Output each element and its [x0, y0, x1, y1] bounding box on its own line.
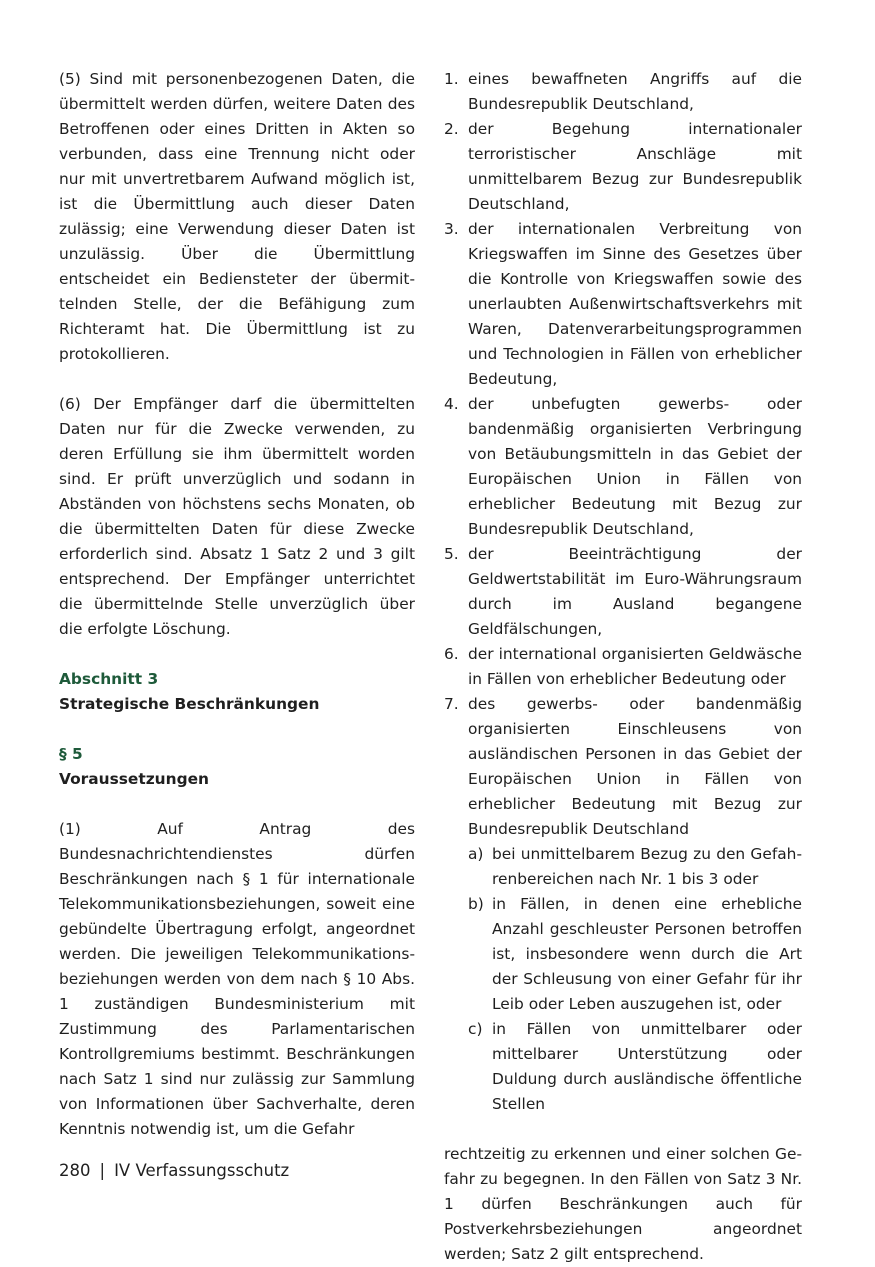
page-footer	[59, 1159, 289, 1183]
sub-list-letter: a)	[468, 845, 484, 863]
list-text: der Begehung internationaler terroristischer Anschläge mit unmittelbarem Bezug zur Bundesrepublik Deutschland,	[468, 120, 802, 213]
sub-list-text: bei unmittelbarem Bezug zu den Gefahrenbereichen nach Nr. 1 bis 3 oder	[492, 845, 802, 888]
sub-list-item	[468, 842, 802, 892]
list-item	[444, 392, 802, 542]
sub-list-item	[468, 892, 802, 1017]
list-item	[444, 67, 802, 117]
sub-list-item	[468, 1017, 802, 1117]
list-item	[444, 217, 802, 392]
left-column	[59, 67, 415, 1142]
paragraph-1: (1) Auf Antrag des Bundesnachrichtendienstes dürfen Beschränkungen nach § 1 für internationale Telekommunikationsbeziehungen, soweit eine gebündelte Übertragung erfolgt, angeordnet werden. Die jeweiligen Telekommunikationsbeziehungen werden von dem nach § 10 Abs. 1 zuständigen Bundesministerium mit Zustimmung des Parlamentarischen Kontrollgremiums bestimmt. Beschränkungen nach Satz 1 sind nur zulässig zur Sammlung von Informationen über Sachverhalte, deren Kenntnis notwendig ist, um die Gefahr	[59, 820, 415, 1138]
list-item	[444, 642, 802, 692]
list-number: 2.	[444, 120, 459, 138]
chapter-title: IV Verfassungsschutz	[114, 1161, 290, 1180]
sub-list-letter: c)	[468, 1020, 483, 1038]
list-text: der Beeinträchtigung der Geldwertstabilität im Euro-Währungsraum durch im Ausland begangene Geldfälschungen,	[468, 545, 802, 638]
list-item	[444, 692, 802, 1117]
list-text: eines bewaffneten Angriffs auf die Bundesrepublik Deutschland,	[468, 70, 802, 113]
section-title: Strategische Beschränkungen	[59, 695, 320, 713]
page-number: 280	[59, 1161, 91, 1180]
paragraph-title: Voraussetzungen	[59, 770, 209, 788]
numbered-list	[444, 67, 802, 1117]
sub-list-text: in Fällen von unmittelbarer oder mittelbarer Unterstützung oder Duldung durch ausländische öffentliche Stellen	[492, 1020, 802, 1113]
list-number: 5.	[444, 545, 459, 563]
list-text: des gewerbs- oder bandenmäßig organisierten Einschleusens von ausländischen Personen in das Gebiet der Europäischen Union in Fällen von erheblicher Bedeutung mit Bezug zur Bundesrepublik Deutschland	[468, 695, 802, 838]
sub-list	[468, 842, 802, 1117]
list-text: der international organisierten Geldwäsche in Fällen von erheblicher Bedeutung oder	[468, 645, 802, 688]
list-number: 3.	[444, 220, 459, 238]
list-item	[444, 542, 802, 642]
sub-list-letter: b)	[468, 895, 484, 913]
list-number: 1.	[444, 70, 459, 88]
list-number: 4.	[444, 395, 459, 413]
closing-paragraph: rechtzeitig zu erkennen und einer solchen Gefahr zu begegnen. In den Fällen von Satz 3 Nr. 1 dürfen Beschränkungen auch für Postverkehrsbeziehungen angeordnet werden; Satz 2 gilt entsprechend.	[444, 1145, 802, 1263]
paragraph-5: (5) Sind mit personenbezogenen Daten, die übermittelt werden dürfen, weitere Daten des Betroffenen oder eines Dritten in Akten so verbunden, dass eine Trennung nicht oder nur mit unvertretbarem Aufwand möglich ist, ist die Übermittlung auch dieser Daten zulässig; eine Verwendung dieser Daten ist unzulässig. Über die Übermittlung entscheidet ein Bediensteter der übermittelnden Stelle, der die Befähigung zum Richteramt hat. Die Übermittlung ist zu protokollieren.	[59, 70, 415, 363]
list-text: der unbefugten gewerbs- oder bandenmäßig organisierten Verbringung von Betäubungsmitteln in das Gebiet der Europäischen Union in Fällen von erheblicher Bedeutung mit Bezug zur Bundesrepublik Deutschland,	[468, 395, 802, 538]
list-text: der internationalen Verbreitung von Kriegswaffen im Sinne des Gesetzes über die Kontrolle von Kriegswaffen sowie des unerlaubten Außenwirtschaftsverkehrs mit Waren, Datenverarbeitungsprogrammen und Technologien in Fällen von erheblicher Bedeutung,	[468, 220, 802, 388]
sub-list-text: in Fällen, in denen eine erhebliche Anzahl geschleuster Personen betroffen ist, insbesondere wenn durch die Art der Schleusung von einer Gefahr für ihr Leib oder Leben auszugehen ist, oder	[492, 895, 802, 1013]
list-number: 7.	[444, 695, 459, 713]
list-number: 6.	[444, 645, 459, 663]
list-item	[444, 117, 802, 217]
paragraph-6: (6) Der Empfänger darf die übermittelten Daten nur für die Zwecke verwenden, zu deren Erfüllung sie ihm übermittelt worden sind. Er prüft unverzüglich und sodann in Abständen von höchstens sechs Monaten, ob die übermittelten Daten für diese Zwecke erforderlich sind. Absatz 1 Satz 2 und 3 gilt entsprechend. Der Empfänger unterrichtet die übermittelnde Stelle unverzüglich über die erfolgte Löschung.	[59, 395, 415, 638]
paragraph-label: § 5	[59, 745, 83, 763]
section-label: Abschnitt 3	[59, 670, 159, 688]
footer-separator: |	[99, 1161, 106, 1180]
right-column	[444, 67, 802, 1267]
